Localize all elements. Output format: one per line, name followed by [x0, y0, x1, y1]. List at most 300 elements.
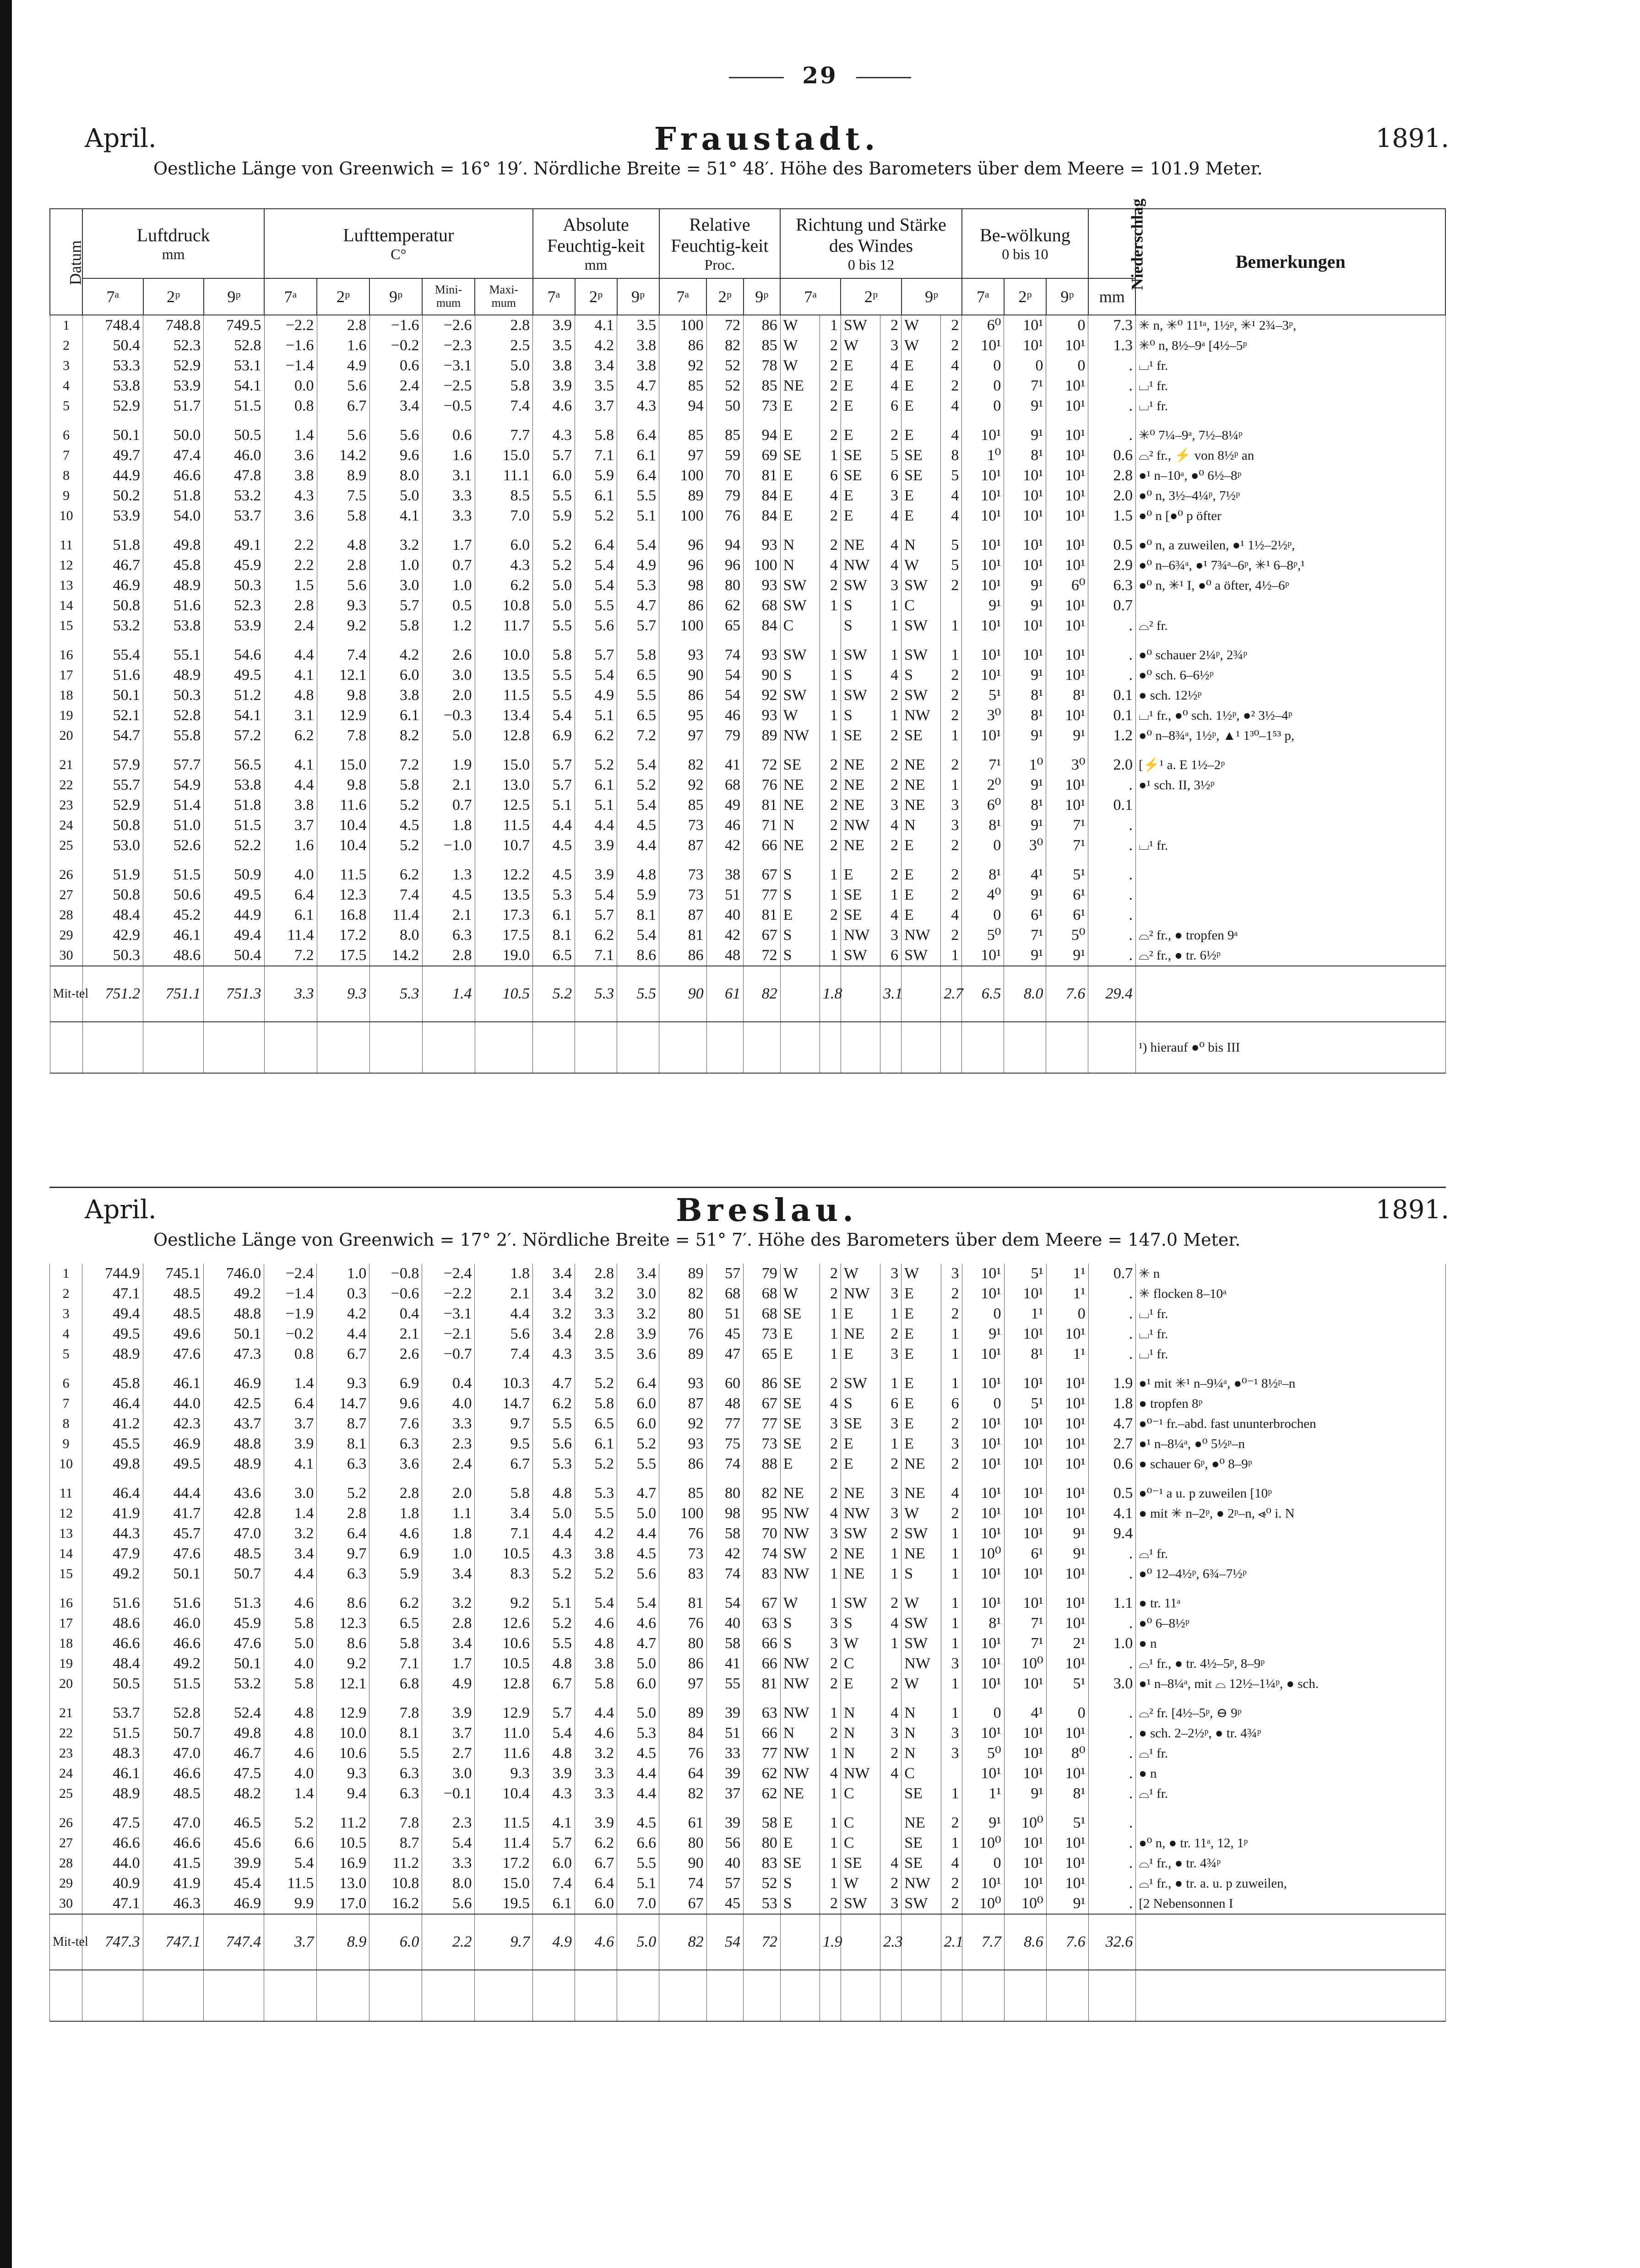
- day-cell: 3: [50, 1304, 82, 1324]
- temp-max-cell: 11.0: [475, 1723, 533, 1743]
- pressure-cell: 50.1: [143, 1564, 203, 1584]
- temperature-cell: −0.8: [369, 1264, 422, 1284]
- wind-force-cell: 4: [880, 1613, 901, 1633]
- abs-humidity-cell: 3.5: [575, 1344, 617, 1364]
- temperature-cell: 3.8: [369, 685, 422, 705]
- temperature-cell: 5.8: [369, 616, 422, 636]
- gap-cell: [369, 856, 422, 865]
- temperature-cell: 7.2: [264, 945, 317, 966]
- temp-min-cell: −2.3: [422, 336, 475, 356]
- wind-force-cell: 1: [880, 645, 901, 665]
- temperature-cell: 5.8: [369, 775, 422, 795]
- abs-humidity-cell: 6.1: [575, 1434, 617, 1454]
- abs-humidity-cell: 5.5: [575, 1503, 617, 1524]
- gap-cell: [317, 636, 369, 645]
- wind-dir-cell: W: [901, 1503, 941, 1524]
- abs-humidity-cell: 6.0: [617, 1394, 659, 1414]
- rel-humidity-cell: 85: [744, 376, 781, 396]
- cloud-cell: 10¹: [962, 1503, 1004, 1524]
- day-cell: 21: [50, 755, 82, 775]
- rel-humidity-cell: 64: [659, 1763, 707, 1784]
- abs-humidity-cell: 6.7: [533, 1674, 575, 1694]
- gap-cell: [780, 636, 820, 645]
- temperature-cell: 6.3: [317, 1454, 369, 1474]
- day-cell: 29: [50, 1873, 82, 1894]
- abs-humidity-cell: 6.5: [533, 945, 575, 966]
- tail-cell: [422, 1970, 475, 2021]
- table-row: [50, 356, 1445, 376]
- day-cell: 20: [50, 1674, 82, 1694]
- wind-force-cell: 2: [941, 1503, 962, 1524]
- tail-cell: [50, 1970, 82, 2021]
- cloud-cell: 10¹: [1046, 1763, 1088, 1784]
- wind-dir-cell: E: [901, 1324, 941, 1344]
- table-row: [50, 1344, 1446, 1364]
- pressure-cell: 45.5: [82, 1434, 143, 1454]
- rel-humidity-cell: 74: [706, 1454, 744, 1474]
- pressure-cell: 53.8: [204, 775, 264, 795]
- cloud-cell: 10¹: [1046, 1454, 1088, 1474]
- gap-cell: [422, 1364, 475, 1373]
- wind-dir-cell: N: [901, 1743, 941, 1763]
- temp-max-cell: 4.4: [475, 1304, 533, 1324]
- temperature-cell: 16.9: [317, 1853, 369, 1873]
- pressure-cell: 46.9: [82, 575, 143, 596]
- gap-cell: [475, 1364, 533, 1373]
- temperature-cell: −1.9: [264, 1304, 317, 1324]
- abs-humidity-cell: 5.2: [575, 506, 617, 526]
- temp-min-cell: 2.3: [422, 1434, 475, 1454]
- abs-humidity-cell: 5.9: [575, 466, 617, 486]
- abs-humidity-cell: 3.9: [617, 1324, 659, 1344]
- temperature-cell: 7.5: [317, 486, 369, 506]
- gap-cell: [744, 1694, 781, 1703]
- gap-cell: [962, 526, 1004, 535]
- cloud-cell: 2⁰: [962, 775, 1004, 795]
- day-cell: 26: [50, 1813, 82, 1833]
- pressure-cell: 41.9: [82, 1503, 143, 1524]
- cloud-cell: 10¹: [1046, 396, 1088, 416]
- wind-dir-cell: SW: [901, 685, 941, 705]
- gap-cell: [317, 1804, 369, 1813]
- wind-force-cell: 1: [880, 705, 901, 726]
- cloud-cell: 10¹: [962, 486, 1004, 506]
- gap-cell: [744, 636, 781, 645]
- temp-min-cell: 2.2: [422, 1914, 475, 1970]
- temperature-cell: 3.2: [369, 535, 422, 555]
- cloud-cell: 8¹: [1046, 1784, 1088, 1804]
- temperature-cell: 1.6: [264, 836, 317, 856]
- gap-cell: [706, 526, 744, 535]
- abs-humidity-cell: 5.9: [617, 885, 659, 905]
- wind-force-cell: 1: [820, 596, 841, 616]
- gap-cell: [1135, 526, 1445, 535]
- precip-cell: 0.5: [1088, 535, 1136, 555]
- pressure-cell: 751.1: [143, 966, 204, 1022]
- table-body-breslau: [50, 1264, 1446, 2021]
- sub-a9: 9ᵖ: [617, 278, 659, 315]
- gap-cell: [901, 1364, 941, 1373]
- wind-dir-cell: NE: [901, 1483, 941, 1503]
- precip-cell: .: [1088, 815, 1136, 836]
- abs-humidity-cell: 3.2: [533, 1304, 575, 1324]
- year-label: 1891.: [1375, 1195, 1449, 1225]
- wind-force-cell: 2: [941, 925, 962, 945]
- day-cell: 16: [50, 645, 82, 665]
- rel-humidity-cell: 57: [706, 1264, 744, 1284]
- wind-force-cell: 1: [820, 315, 841, 336]
- temperature-cell: 5.8: [317, 506, 369, 526]
- abs-humidity-cell: 4.7: [617, 1633, 659, 1654]
- temperature-cell: 4.6: [264, 1593, 317, 1613]
- remarks-cell: [1135, 865, 1445, 885]
- gap-cell: [475, 1474, 533, 1483]
- temperature-cell: 4.1: [264, 1454, 317, 1474]
- rel-humidity-cell: 51: [706, 1723, 744, 1743]
- temp-min-cell: −0.3: [422, 705, 475, 726]
- pressure-cell: 54.7: [82, 726, 143, 746]
- cloud-cell: 10¹: [1046, 535, 1088, 555]
- wind-force-cell: 2: [880, 425, 901, 445]
- cloud-cell: 6⁰: [1046, 575, 1088, 596]
- temperature-cell: 4.2: [317, 1304, 369, 1324]
- pressure-cell: 54.9: [143, 775, 204, 795]
- cloud-cell: 10¹: [1004, 1324, 1046, 1344]
- temperature-cell: 3.9: [264, 1434, 317, 1454]
- gap-cell: [941, 1694, 962, 1703]
- pressure-cell: 45.8: [82, 1373, 143, 1394]
- wind-force-cell: 1: [820, 1813, 841, 1833]
- temp-max-cell: 13.4: [475, 705, 533, 726]
- wind-force-cell: 2: [820, 1674, 841, 1694]
- gap-cell: [880, 856, 901, 865]
- gap-cell: [264, 1694, 317, 1703]
- wind-dir-cell: N: [841, 1723, 880, 1743]
- pressure-cell: 48.5: [143, 1284, 203, 1304]
- wind-dir-cell: NW: [901, 705, 941, 726]
- rel-humidity-cell: 76: [744, 775, 781, 795]
- gap-cell: [962, 1364, 1004, 1373]
- pressure-cell: 52.2: [204, 836, 264, 856]
- cloud-cell: 10¹: [1004, 1833, 1046, 1853]
- gap-cell: [575, 636, 617, 645]
- wind-force-cell: 1: [880, 596, 901, 616]
- wind-dir-cell: NE: [901, 1544, 941, 1564]
- rel-humidity-cell: 85: [659, 1483, 707, 1503]
- temperature-cell: −0.6: [369, 1284, 422, 1304]
- temperature-cell: 11.2: [369, 1853, 422, 1873]
- abs-humidity-cell: 5.2: [617, 775, 659, 795]
- abs-humidity-cell: 3.8: [617, 356, 659, 376]
- pressure-cell: 57.7: [143, 755, 204, 775]
- cloud-cell: 10¹: [1004, 645, 1046, 665]
- pressure-cell: 47.1: [82, 1894, 143, 1914]
- cloud-cell: 9¹: [1004, 945, 1046, 966]
- temperature-cell: 16.2: [369, 1894, 422, 1914]
- cloud-cell: 10⁰: [962, 1833, 1004, 1853]
- temperature-cell: 0.3: [317, 1284, 369, 1304]
- wind-dir-cell: SE: [841, 466, 880, 486]
- abs-humidity-cell: 5.2: [575, 1564, 617, 1584]
- rel-humidity-cell: 92: [659, 356, 707, 376]
- cloud-cell: 10¹: [1004, 1743, 1046, 1763]
- temp-max-cell: 12.6: [475, 1613, 533, 1633]
- cloud-cell: 10¹: [962, 466, 1004, 486]
- wind-dir-cell: E: [780, 1813, 820, 1833]
- pressure-cell: 49.2: [82, 1564, 143, 1584]
- wind-dir-cell: E: [780, 506, 820, 526]
- wind-force-cell: 6: [880, 945, 901, 966]
- temp-max-cell: 13.5: [475, 885, 533, 905]
- pressure-cell: 43.6: [203, 1483, 264, 1503]
- pressure-cell: 49.5: [204, 665, 264, 685]
- cloud-cell: 8.0: [1004, 966, 1046, 1022]
- gap-cell: [962, 416, 1004, 425]
- pressure-cell: 46.6: [143, 1633, 203, 1654]
- gap-cell: [1046, 1584, 1088, 1593]
- wind-force-cell: 2: [880, 755, 901, 775]
- pressure-cell: 49.5: [82, 1324, 143, 1344]
- temperature-cell: −0.2: [369, 336, 422, 356]
- wind-dir-cell: N: [780, 535, 820, 555]
- mean-row: [50, 966, 1445, 1022]
- rel-humidity-cell: 80: [659, 1833, 707, 1853]
- pressure-cell: 52.3: [204, 596, 264, 616]
- table-row: [50, 376, 1445, 396]
- precip-cell: .: [1088, 1763, 1136, 1784]
- cloud-cell: 10¹: [962, 1674, 1004, 1694]
- pressure-cell: 57.9: [82, 755, 143, 775]
- precip-cell: .: [1088, 1654, 1136, 1674]
- rel-humidity-cell: 66: [744, 1633, 781, 1654]
- temperature-cell: 10.4: [317, 815, 369, 836]
- day-cell: 7: [50, 445, 82, 466]
- temperature-cell: −2.2: [264, 315, 317, 336]
- wind-force-cell: 2: [941, 1813, 962, 1833]
- cloud-cell: 9¹: [1004, 575, 1046, 596]
- pressure-cell: 46.6: [82, 1633, 143, 1654]
- wind-force-cell: 2: [820, 815, 841, 836]
- wind-force-cell: 2: [880, 1743, 901, 1763]
- gap-cell: [204, 636, 264, 645]
- rel-humidity-cell: 85: [706, 425, 744, 445]
- cloud-cell: 3⁰: [962, 705, 1004, 726]
- abs-humidity-cell: 5.7: [533, 775, 575, 795]
- rel-humidity-cell: 72: [744, 1914, 781, 1970]
- wind-dir-cell: SW: [780, 596, 820, 616]
- cloud-cell: 7¹: [1004, 925, 1046, 945]
- cloud-cell: 5¹: [1004, 1264, 1046, 1284]
- gap-cell: [941, 746, 962, 755]
- wind-force-cell: 1: [941, 945, 962, 966]
- temperature-cell: 4.1: [264, 665, 317, 685]
- precip-cell: 0.6: [1088, 445, 1136, 466]
- cloud-cell: 5⁰: [962, 1743, 1004, 1763]
- gap-cell: [1136, 1364, 1446, 1373]
- gap-cell: [264, 1584, 317, 1593]
- remarks-cell: ⌓² fr. [4½–5ᵖ, ⊖ 9ᵖ: [1136, 1703, 1446, 1723]
- wind-force-cell: 2: [820, 336, 841, 356]
- rel-humidity-cell: 62: [744, 1784, 781, 1804]
- wind-dir-cell: SE: [901, 466, 941, 486]
- pressure-cell: 47.8: [204, 466, 264, 486]
- cloud-cell: 10¹: [962, 1264, 1004, 1284]
- cloud-cell: 0: [962, 396, 1004, 416]
- wind-dir-cell: [901, 966, 941, 1022]
- temperature-cell: 3.7: [264, 815, 317, 836]
- cloud-cell: 5¹: [1046, 1813, 1088, 1833]
- rel-humidity-cell: 67: [744, 865, 781, 885]
- abs-humidity-cell: 4.6: [575, 1914, 617, 1970]
- wind-dir-cell: C: [841, 1654, 880, 1674]
- wind-dir-cell: SE: [901, 1833, 941, 1853]
- temperature-cell: 14.7: [317, 1394, 369, 1414]
- tail-cell: [143, 1970, 203, 2021]
- day-cell: 17: [50, 1613, 82, 1633]
- temperature-cell: 8.1: [317, 1434, 369, 1454]
- rel-humidity-cell: 73: [659, 865, 707, 885]
- temperature-cell: 3.8: [264, 795, 317, 815]
- temperature-cell: 1.0: [369, 555, 422, 575]
- rel-humidity-cell: 100: [659, 1503, 707, 1524]
- wind-dir-cell: NE: [841, 795, 880, 815]
- remarks-cell: ●⁰ n, 3½–4¼ᵖ, 7½ᵖ: [1135, 486, 1445, 506]
- gap-cell: [1004, 746, 1046, 755]
- day-cell: 30: [50, 945, 82, 966]
- pressure-cell: 747.3: [82, 1914, 143, 1970]
- rel-humidity-cell: 76: [659, 1324, 707, 1344]
- cloud-cell: 10⁰: [962, 1544, 1004, 1564]
- abs-humidity-cell: 4.1: [533, 1813, 575, 1833]
- temperature-cell: 8.0: [369, 466, 422, 486]
- pressure-cell: 48.5: [203, 1544, 264, 1564]
- precip-cell: .: [1088, 356, 1136, 376]
- cloud-cell: 10⁰: [1004, 1894, 1046, 1914]
- wind-dir-cell: SW: [901, 1894, 941, 1914]
- wind-force-cell: 2: [941, 1454, 962, 1474]
- abs-humidity-cell: 3.9: [575, 865, 617, 885]
- wind-force-cell: 2: [820, 396, 841, 416]
- cloud-cell: 6¹: [1046, 905, 1088, 925]
- wind-force-cell: 1: [820, 685, 841, 705]
- wind-dir-cell: S: [780, 945, 820, 966]
- rel-humidity-cell: 85: [659, 795, 707, 815]
- rel-humidity-cell: 85: [659, 376, 707, 396]
- cloud-cell: 10¹: [962, 1483, 1004, 1503]
- wind-dir-cell: NW: [901, 1873, 941, 1894]
- abs-humidity-cell: 5.4: [575, 555, 617, 575]
- wind-dir-cell: E: [901, 836, 941, 856]
- temperature-cell: 8.7: [369, 1833, 422, 1853]
- pressure-cell: 748.4: [82, 315, 143, 336]
- sub-a2: 2ᵖ: [575, 278, 617, 315]
- wind-force-cell: 5: [941, 555, 962, 575]
- wind-force-cell: 1: [820, 1873, 841, 1894]
- temperature-cell: 12.1: [317, 1674, 369, 1694]
- gap-cell: [962, 856, 1004, 865]
- gap-cell: [1004, 636, 1046, 645]
- pressure-cell: 51.6: [143, 1593, 203, 1613]
- temp-min-cell: 4.5: [422, 885, 475, 905]
- pressure-cell: 53.2: [204, 486, 264, 506]
- rel-humidity-cell: 73: [744, 396, 781, 416]
- gap-cell: [659, 1364, 707, 1373]
- day-cell: 5: [50, 396, 82, 416]
- precip-cell: .: [1088, 865, 1136, 885]
- pressure-cell: 52.6: [143, 836, 204, 856]
- wind-force-cell: 2: [820, 1284, 841, 1304]
- rel-humidity-cell: 66: [744, 836, 781, 856]
- gap-cell: [962, 1804, 1004, 1813]
- wind-force-cell: 4: [941, 1483, 962, 1503]
- temperature-cell: 0.0: [264, 376, 317, 396]
- temperature-cell: 12.3: [317, 885, 369, 905]
- temperature-cell: 9.2: [317, 616, 369, 636]
- gap-cell: [369, 1694, 422, 1703]
- wind-force-cell: 4: [820, 1763, 841, 1784]
- abs-humidity-cell: 4.4: [575, 815, 617, 836]
- precip-cell: 0.7: [1088, 1264, 1136, 1284]
- day-cell: 4: [50, 376, 82, 396]
- temperature-cell: 2.4: [264, 616, 317, 636]
- day-cell: 24: [50, 815, 82, 836]
- temperature-cell: 1.0: [317, 1264, 369, 1284]
- precip-cell: 29.4: [1088, 966, 1136, 1022]
- remarks-cell: ⌓¹ fr.: [1136, 1743, 1446, 1763]
- day-cell: 28: [50, 905, 82, 925]
- wind-force-cell: 3: [820, 1613, 841, 1633]
- precip-cell: .: [1088, 1284, 1136, 1304]
- pressure-cell: 50.6: [143, 885, 204, 905]
- rel-humidity-cell: 51: [706, 885, 744, 905]
- temperature-cell: 9.8: [317, 775, 369, 795]
- rel-humidity-cell: 74: [706, 645, 744, 665]
- pressure-cell: 45.8: [143, 555, 204, 575]
- cloud-cell: 8¹: [1046, 685, 1088, 705]
- gap-cell: [533, 746, 575, 755]
- temperature-cell: 9.6: [369, 1394, 422, 1414]
- temp-max-cell: 10.5: [475, 1654, 533, 1674]
- wind-dir-cell: SW: [901, 945, 941, 966]
- temperature-cell: 17.5: [317, 945, 369, 966]
- temperature-cell: 6.5: [369, 1613, 422, 1633]
- cloud-cell: 6¹: [1004, 1544, 1046, 1564]
- wind-dir-cell: SE: [841, 905, 880, 925]
- cloud-cell: 5⁰: [962, 925, 1004, 945]
- cloud-cell: 10¹: [1004, 466, 1046, 486]
- temp-min-cell: −2.1: [422, 1324, 475, 1344]
- cloud-cell: 10¹: [1046, 1833, 1088, 1853]
- temp-max-cell: 19.5: [475, 1894, 533, 1914]
- rel-humidity-cell: 95: [744, 1503, 781, 1524]
- gap-cell: [475, 526, 533, 535]
- tail-cell: [50, 1022, 82, 1073]
- rel-humidity-cell: 93: [659, 645, 707, 665]
- abs-humidity-cell: 4.3: [533, 425, 575, 445]
- remarks-cell: [1136, 1524, 1446, 1544]
- abs-humidity-cell: 5.7: [533, 1833, 575, 1853]
- temperature-cell: 12.1: [317, 665, 369, 685]
- rel-humidity-cell: 87: [659, 905, 707, 925]
- gap-cell: [706, 416, 744, 425]
- wind-force-cell: 1: [941, 1344, 962, 1364]
- remarks-cell: [1136, 1813, 1446, 1833]
- wind-force-cell: 3: [880, 1483, 901, 1503]
- abs-humidity-cell: 6.4: [617, 425, 659, 445]
- abs-humidity-cell: 5.5: [533, 616, 575, 636]
- wind-dir-cell: W: [901, 1593, 941, 1613]
- wind-dir-cell: N: [901, 815, 941, 836]
